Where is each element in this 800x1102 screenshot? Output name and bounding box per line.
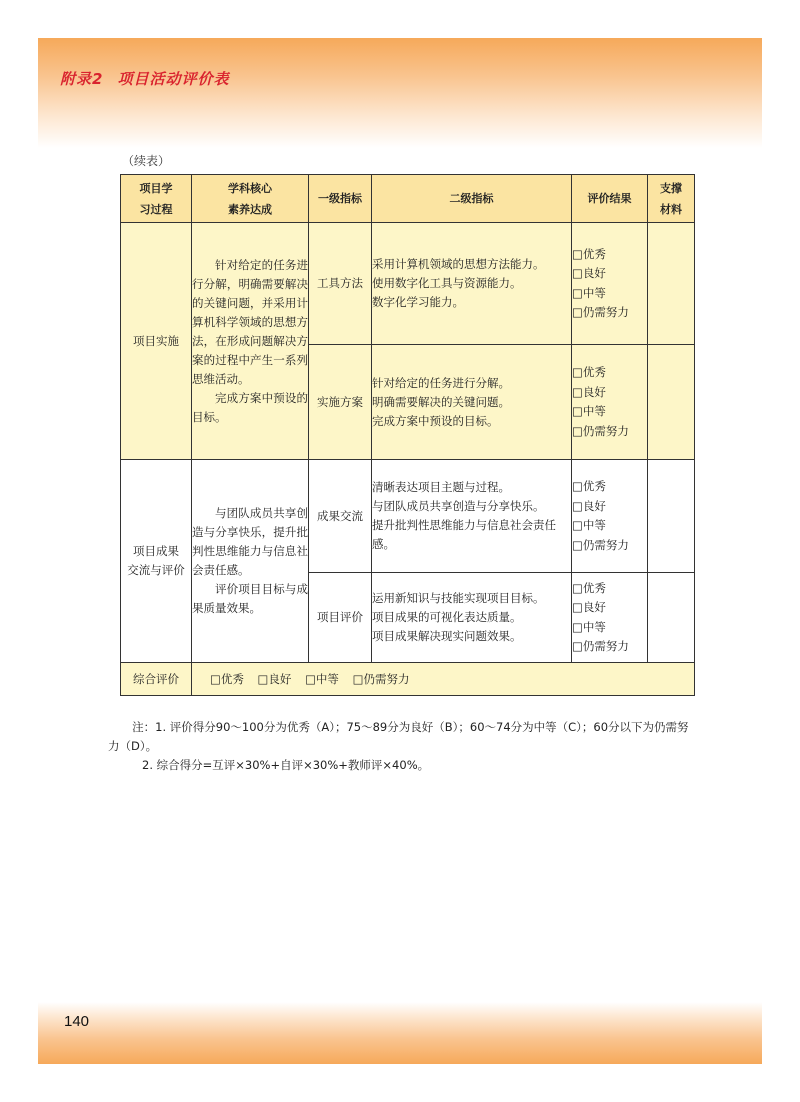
level2-cell: 清晰表达项目主题与过程。 与团队成员共享创造与分享快乐。 提升批判性思维能力与信息社会责任感。 xyxy=(372,460,572,573)
material-cell xyxy=(648,345,695,460)
result-options xyxy=(572,573,648,663)
option-average[interactable]: □中等 xyxy=(572,518,606,532)
option-excellent[interactable]: □优秀 xyxy=(572,580,606,595)
option-excellent[interactable]: □优秀 xyxy=(572,365,606,379)
process-cell: 项目成果 交流与评价 xyxy=(121,460,192,663)
option-needs-work[interactable]: □仍需努力 xyxy=(572,537,629,552)
note-1: 注：1. 评价得分90～100分为优秀（A）；75～89分为良好（B）；60～74分为中等（C）；60分以下为仍需努力（D）。 xyxy=(108,720,689,753)
literacy-cell: 针对给定的任务进行分解，明确需要解决的关键问题，并采用计算机科学领域的思想方法，在形成问题解决方案的过程中产生一系列思维活动。 完成方案中预设的目标。 xyxy=(192,223,309,460)
result-options xyxy=(572,345,648,460)
level2-cell: 针对给定的任务进行分解。 明确需要解决的关键问题。 完成方案中预设的目标。 xyxy=(372,345,572,460)
option-good[interactable]: □良好 xyxy=(572,384,606,399)
header-band xyxy=(38,38,762,148)
continued-label: （续表） xyxy=(122,154,171,168)
header-literacy: 学科核心 素养达成 xyxy=(192,175,309,223)
level2-cell: 运用新知识与技能实现项目目标。 项目成果的可视化表达质量。 项目成果解决现实问题效果。 xyxy=(372,573,572,663)
level1-cell: 项目评价 xyxy=(309,573,372,663)
option-average[interactable]: □中等 xyxy=(572,285,606,300)
material-cell xyxy=(648,223,695,345)
option-excellent[interactable]: □优秀 xyxy=(572,246,606,261)
option-good[interactable]: □良好 xyxy=(572,266,606,280)
option-good[interactable]: □良好 xyxy=(572,498,606,513)
option-needs-work[interactable]: □仍需努力 xyxy=(572,639,629,653)
level1-cell: 工具方法 xyxy=(309,223,372,345)
result-options xyxy=(572,460,648,573)
final-option-excellent[interactable]: □优秀 xyxy=(210,671,244,686)
process-cell: 项目实施 xyxy=(121,223,192,460)
note-2: 2. 综合得分=互评×30%+自评×30%+教师评×40%。 xyxy=(142,758,430,772)
table-row xyxy=(121,460,695,573)
option-needs-work[interactable]: □仍需努力 xyxy=(572,423,629,438)
final-option-good[interactable]: □良好 xyxy=(257,671,292,686)
literacy-cell: 与团队成员共享创造与分享快乐，提升批判性思维能力与信息社会责任感。 评价项目目标与成果质量效果。 xyxy=(192,460,309,663)
footer-band xyxy=(38,1002,762,1064)
material-cell xyxy=(648,460,695,573)
option-needs-work[interactable]: □仍需努力 xyxy=(572,305,629,319)
material-cell xyxy=(648,573,695,663)
option-average[interactable]: □中等 xyxy=(572,619,606,634)
final-option-average[interactable]: □中等 xyxy=(305,671,339,686)
notes xyxy=(108,718,696,775)
result-options xyxy=(572,223,648,345)
level1-cell: 实施方案 xyxy=(309,345,372,460)
header-process: 项目学 习过程 xyxy=(121,175,192,223)
final-evaluation-row xyxy=(121,663,695,696)
header-result: 评价结果 xyxy=(572,175,648,223)
page-header-title xyxy=(60,68,229,89)
final-label: 综合评价 xyxy=(121,663,192,696)
level1-cell: 成果交流 xyxy=(309,460,372,573)
header-level1: 一级指标 xyxy=(309,175,372,223)
appendix-title: 项目活动评价表 xyxy=(117,70,230,88)
appendix-label: 附录2 xyxy=(60,70,104,88)
table-header-row xyxy=(121,175,695,223)
final-option-needs-work[interactable]: □仍需努力 xyxy=(352,671,410,686)
option-excellent[interactable]: □优秀 xyxy=(572,479,606,493)
header-material: 支撑 材料 xyxy=(648,175,695,223)
table-row xyxy=(121,223,695,345)
evaluation-table xyxy=(120,174,695,696)
option-average[interactable]: □中等 xyxy=(572,404,606,418)
final-options xyxy=(192,663,695,696)
header-level2: 二级指标 xyxy=(372,175,572,223)
level2-cell: 采用计算机领域的思想方法能力。 使用数字化工具与资源能力。 数字化学习能力。 xyxy=(372,223,572,345)
option-good[interactable]: □良好 xyxy=(572,600,606,614)
page-number: 140 xyxy=(64,1013,90,1030)
